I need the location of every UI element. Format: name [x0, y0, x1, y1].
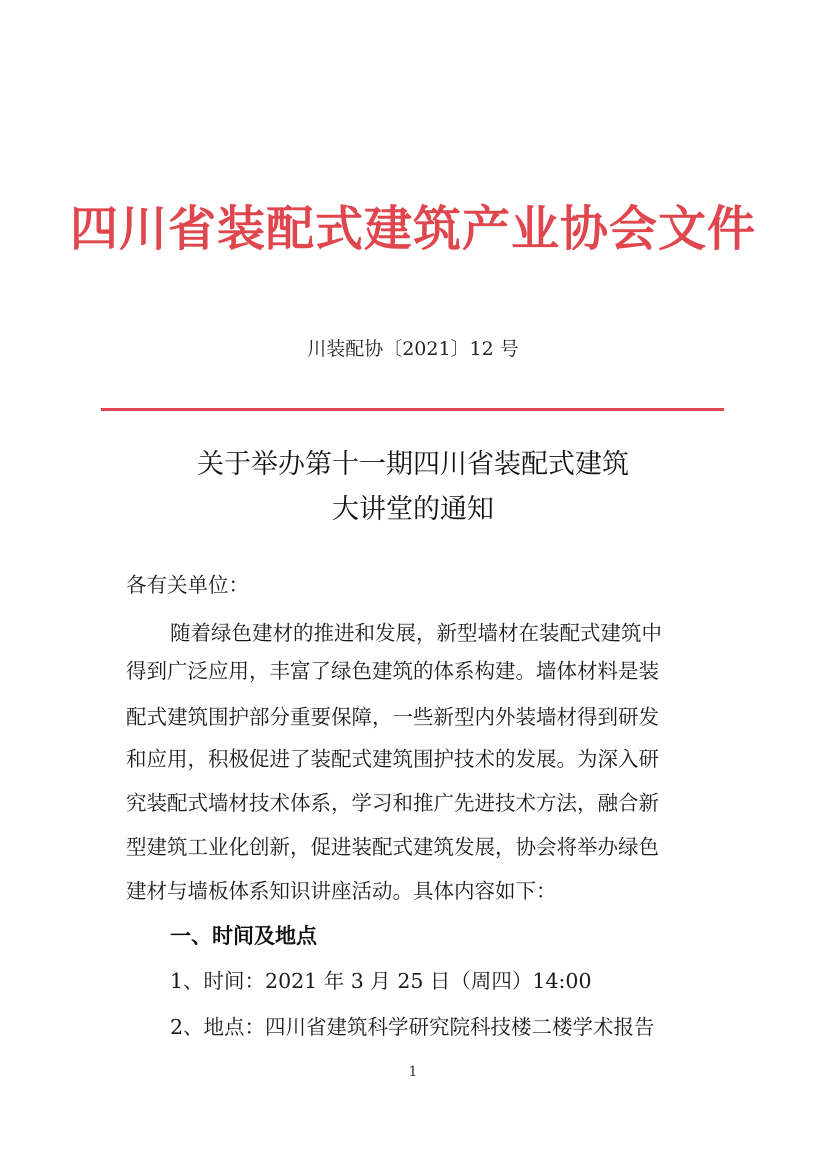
body-line-5: 究装配式墙材技术体系，学习和推广先进技术方法，融合新: [126, 791, 659, 815]
body-line-3: 配式建筑围护部分重要保障，一些新型内外装墙材得到研发: [126, 705, 659, 729]
body-line-2: 得到广泛应用，丰富了绿色建筑的体系构建。墙体材料是装: [126, 659, 659, 683]
salutation: 各有关单位：: [126, 573, 249, 597]
notice-title-line-2: 大讲堂的通知: [332, 494, 494, 525]
item-time: 1、时间：2021 年 3 月 25 日（周四）14:00: [170, 969, 592, 993]
body-line-6: 型建筑工业化创新，促进装配式建筑发展，协会将举办绿色: [126, 835, 659, 859]
item-location: 2、地点：四川省建筑科学研究院科技楼二楼学术报告: [170, 1015, 655, 1039]
body-line-7: 建材与墙板体系知识讲座活动。具体内容如下：: [126, 879, 557, 903]
body-line-1: 随着绿色建材的推进和发展，新型墙材在装配式建筑中: [170, 621, 662, 645]
red-divider-line: [101, 408, 724, 411]
document-number: 川装配协〔2021〕12 号: [307, 338, 519, 360]
notice-title-line-1: 关于举办第十一期四川省装配式建筑: [197, 449, 629, 480]
issuer-header-title: 四川省装配式建筑产业协会文件: [69, 201, 756, 257]
section-heading-time-and-location: 一、时间及地点: [170, 924, 317, 948]
body-line-4: 和应用，积极促进了装配式建筑围护技术的发展。为深入研: [126, 747, 659, 771]
page-number: 1: [408, 1064, 418, 1080]
